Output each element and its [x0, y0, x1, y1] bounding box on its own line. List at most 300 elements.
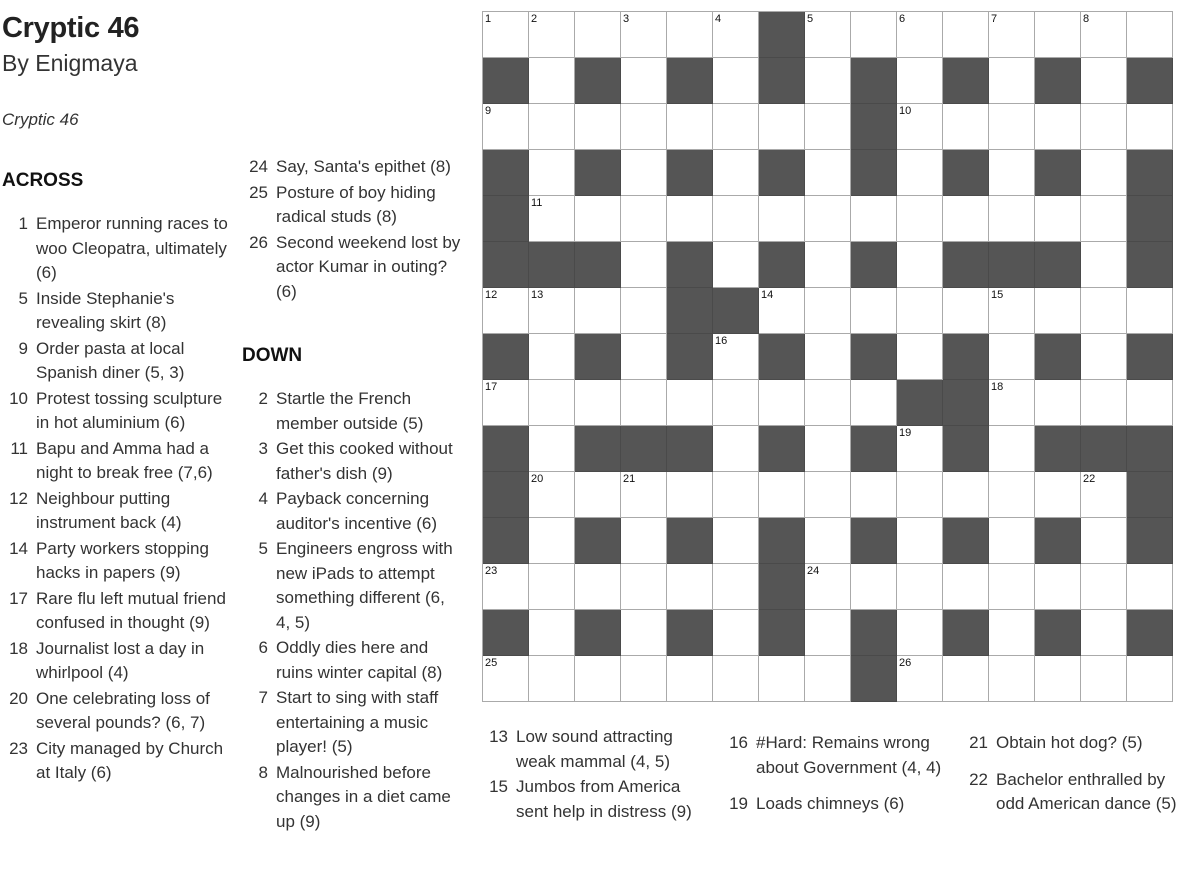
grid-cell[interactable] — [943, 104, 989, 150]
clue-across-12[interactable] — [0, 487, 232, 536]
clue-number: 16 — [729, 733, 748, 752]
clue-text: Rare flu left mutual friend confused in thought (9) — [36, 588, 226, 632]
clue-across-25[interactable] — [240, 181, 462, 230]
clue-text: Journalist lost a day in whirlpool (4) — [36, 638, 205, 682]
grid-cell[interactable] — [621, 58, 667, 104]
grid-cell[interactable] — [1035, 12, 1081, 58]
puzzle-title: Cryptic 46 — [2, 12, 140, 44]
grid-cell[interactable] — [989, 380, 1035, 426]
grid-block-cell — [1035, 334, 1081, 380]
grid-cell[interactable] — [805, 518, 851, 564]
clue-across-24[interactable] — [240, 155, 462, 180]
clue-down-21[interactable] — [960, 731, 1195, 756]
clue-across-14[interactable] — [0, 537, 232, 586]
grid-cell[interactable] — [989, 150, 1035, 196]
clue-text: Order pasta at local Spanish diner (5, 3) — [36, 338, 185, 382]
grid-cell[interactable] — [1035, 656, 1081, 702]
grid-block-cell — [759, 564, 805, 610]
clue-text: Second weekend lost by actor Kumar in outing? (6) — [276, 232, 461, 301]
grid-cell[interactable] — [667, 196, 713, 242]
cell-number: 23 — [485, 565, 498, 577]
cell-number: 9 — [485, 105, 492, 117]
cell-number: 3 — [623, 13, 630, 25]
grid-cell[interactable] — [575, 288, 621, 334]
grid-block-cell — [667, 426, 713, 472]
grid-block-cell — [667, 334, 713, 380]
grid-cell[interactable] — [483, 12, 529, 58]
clue-number: 13 — [489, 727, 508, 746]
cell-number: 26 — [899, 657, 912, 669]
grid-block-cell — [713, 288, 759, 334]
grid-cell[interactable] — [1127, 564, 1173, 610]
grid-cell[interactable] — [851, 196, 897, 242]
grid-cell[interactable] — [667, 564, 713, 610]
grid-block-cell — [483, 472, 529, 518]
grid-cell[interactable] — [805, 334, 851, 380]
grid-block-cell — [851, 518, 897, 564]
grid-cell[interactable] — [621, 12, 667, 58]
grid-cell[interactable] — [529, 150, 575, 196]
clue-text: Start to sing with staff entertaining a music player! (5) — [276, 688, 439, 756]
clue-down-3[interactable] — [240, 437, 462, 486]
cell-number: 13 — [531, 289, 544, 301]
grid-block-cell — [483, 518, 529, 564]
clue-number: 19 — [729, 794, 748, 813]
grid-block-cell — [851, 610, 897, 656]
grid-block-cell — [483, 196, 529, 242]
grid-block-cell — [575, 150, 621, 196]
grid-cell[interactable] — [759, 656, 805, 702]
grid-cell[interactable] — [851, 472, 897, 518]
grid-cell[interactable] — [483, 656, 529, 702]
grid-cell[interactable] — [713, 12, 759, 58]
grid-block-cell — [943, 334, 989, 380]
grid-block-cell — [851, 426, 897, 472]
grid-block-cell — [667, 610, 713, 656]
clue-across-26[interactable] — [240, 231, 462, 305]
grid-cell[interactable] — [667, 104, 713, 150]
clue-text: Say, Santa's epithet (8) — [276, 157, 451, 176]
down-clues-col4 — [960, 731, 1195, 818]
grid-cell[interactable] — [529, 656, 575, 702]
grid-cell[interactable] — [897, 58, 943, 104]
grid-cell[interactable] — [575, 472, 621, 518]
grid-block-cell — [943, 426, 989, 472]
grid-block-cell — [759, 12, 805, 58]
grid-cell[interactable] — [805, 380, 851, 426]
down-heading: DOWN — [242, 345, 303, 366]
clue-down-22[interactable] — [960, 768, 1195, 817]
cell-number: 15 — [991, 289, 1004, 301]
grid-cell[interactable] — [759, 196, 805, 242]
clue-number: 14 — [9, 538, 28, 558]
cell-number: 14 — [761, 289, 774, 301]
clue-number: 24 — [249, 157, 268, 176]
grid-cell[interactable] — [1081, 12, 1127, 58]
grid-cell[interactable] — [713, 104, 759, 150]
grid-cell[interactable] — [713, 564, 759, 610]
grid-block-cell — [943, 610, 989, 656]
grid-block-cell — [1035, 242, 1081, 288]
grid-block-cell — [943, 242, 989, 288]
grid-cell[interactable] — [713, 610, 759, 656]
clue-text: Emperor running races to woo Cleopatra, ultimately (6) — [36, 214, 228, 282]
grid-cell[interactable] — [529, 58, 575, 104]
grid-cell[interactable] — [575, 656, 621, 702]
clue-text: Party workers stopping hacks in papers (9) — [36, 538, 209, 582]
grid-block-cell — [989, 242, 1035, 288]
grid-cell[interactable] — [529, 334, 575, 380]
grid-cell[interactable] — [943, 196, 989, 242]
grid-cell[interactable] — [989, 334, 1035, 380]
cell-number: 12 — [485, 289, 498, 301]
clue-across-23[interactable] — [0, 737, 232, 786]
clue-number: 9 — [18, 338, 28, 358]
grid-block-cell — [667, 58, 713, 104]
grid-cell[interactable] — [1081, 380, 1127, 426]
grid-block-cell — [1035, 58, 1081, 104]
grid-cell[interactable] — [713, 472, 759, 518]
grid-cell[interactable] — [621, 472, 667, 518]
clue-down-13[interactable] — [480, 725, 715, 774]
grid-cell[interactable] — [575, 196, 621, 242]
clue-across-20[interactable] — [0, 687, 232, 736]
grid-cell[interactable] — [989, 288, 1035, 334]
grid-cell[interactable] — [1081, 242, 1127, 288]
grid-cell[interactable] — [713, 58, 759, 104]
grid-block-cell — [667, 288, 713, 334]
grid-cell[interactable] — [713, 242, 759, 288]
clue-text: City managed by Church at Italy (6) — [36, 738, 224, 782]
grid-block-cell — [943, 518, 989, 564]
clue-text: Malnourished before changes in a diet came up (9) — [276, 762, 451, 831]
clue-number: 10 — [9, 388, 28, 408]
grid-block-cell — [1127, 472, 1173, 518]
grid-cell[interactable] — [943, 656, 989, 702]
grid-cell[interactable] — [713, 656, 759, 702]
grid-cell[interactable] — [1081, 472, 1127, 518]
grid-cell[interactable] — [529, 610, 575, 656]
grid-block-cell — [1127, 518, 1173, 564]
grid-cell[interactable] — [621, 104, 667, 150]
cell-number: 6 — [899, 13, 906, 25]
grid-cell[interactable] — [1127, 104, 1173, 150]
grid-cell[interactable] — [575, 12, 621, 58]
clue-number: 12 — [9, 488, 28, 508]
grid-block-cell — [851, 656, 897, 702]
grid-cell[interactable] — [1081, 288, 1127, 334]
grid-cell[interactable] — [1035, 288, 1081, 334]
grid-cell[interactable] — [621, 656, 667, 702]
grid-cell[interactable] — [897, 242, 943, 288]
grid-cell[interactable] — [713, 334, 759, 380]
clue-number: 5 — [258, 539, 268, 558]
clue-down-6[interactable] — [240, 636, 462, 685]
grid-cell[interactable] — [805, 12, 851, 58]
cell-number: 20 — [531, 473, 544, 485]
grid-cell[interactable] — [1035, 564, 1081, 610]
cell-number: 22 — [1083, 473, 1096, 485]
grid-cell[interactable] — [897, 472, 943, 518]
grid-block-cell — [483, 610, 529, 656]
grid-cell[interactable] — [621, 242, 667, 288]
grid-cell[interactable] — [529, 518, 575, 564]
grid-cell[interactable] — [483, 380, 529, 426]
grid-cell[interactable] — [805, 610, 851, 656]
grid-block-cell — [943, 58, 989, 104]
clue-down-4[interactable] — [240, 487, 462, 536]
grid-block-cell — [483, 150, 529, 196]
grid-cell[interactable] — [1035, 196, 1081, 242]
grid-block-cell — [575, 58, 621, 104]
grid-cell[interactable] — [529, 564, 575, 610]
clue-text: Protest tossing sculpture in hot aluminium (6) — [36, 388, 223, 432]
grid-cell[interactable] — [483, 288, 529, 334]
grid-cell[interactable] — [1127, 288, 1173, 334]
grid-cell[interactable] — [989, 472, 1035, 518]
grid-cell[interactable] — [989, 564, 1035, 610]
clue-down-15[interactable] — [480, 775, 715, 824]
grid-cell[interactable] — [529, 12, 575, 58]
grid-cell[interactable] — [989, 518, 1035, 564]
grid-cell[interactable] — [529, 196, 575, 242]
clue-across-17[interactable] — [0, 587, 232, 636]
clue-text: Startle the French member outside (5) — [276, 389, 424, 433]
clue-text: Payback concerning auditor's incentive (6) — [276, 489, 438, 533]
grid-block-cell — [1035, 426, 1081, 472]
grid-cell[interactable] — [1081, 58, 1127, 104]
grid-cell[interactable] — [759, 472, 805, 518]
grid-block-cell — [943, 380, 989, 426]
grid-cell[interactable] — [805, 472, 851, 518]
grid-cell[interactable] — [989, 58, 1035, 104]
across-clues-col1 — [0, 212, 232, 787]
grid-cell[interactable] — [897, 12, 943, 58]
clue-text: Obtain hot dog? (5) — [996, 733, 1143, 752]
cell-number: 16 — [715, 335, 728, 347]
grid-cell[interactable] — [897, 334, 943, 380]
grid-cell[interactable] — [1035, 380, 1081, 426]
grid-cell[interactable] — [621, 288, 667, 334]
grid-cell[interactable] — [667, 472, 713, 518]
grid-cell[interactable] — [805, 196, 851, 242]
grid-cell[interactable] — [759, 380, 805, 426]
across-clues-col2 — [240, 155, 462, 305]
grid-cell[interactable] — [943, 472, 989, 518]
grid-cell[interactable] — [529, 288, 575, 334]
grid-cell[interactable] — [897, 104, 943, 150]
clue-text: Low sound attracting weak mammal (4, 5) — [516, 727, 673, 771]
grid-cell[interactable] — [1081, 518, 1127, 564]
grid-cell[interactable] — [851, 288, 897, 334]
clue-number: 11 — [10, 438, 28, 458]
grid-block-cell — [943, 150, 989, 196]
grid-cell[interactable] — [621, 334, 667, 380]
grid-cell[interactable] — [851, 12, 897, 58]
cell-number: 17 — [485, 381, 498, 393]
grid-cell[interactable] — [483, 104, 529, 150]
grid-cell[interactable] — [851, 380, 897, 426]
grid-cell[interactable] — [1035, 104, 1081, 150]
clue-across-11[interactable] — [0, 437, 232, 486]
grid-cell[interactable] — [759, 288, 805, 334]
grid-cell[interactable] — [1081, 150, 1127, 196]
grid-cell[interactable] — [1081, 656, 1127, 702]
clue-across-1[interactable] — [0, 212, 232, 286]
grid-block-cell — [575, 610, 621, 656]
clue-across-18[interactable] — [0, 637, 232, 686]
grid-cell[interactable] — [1127, 12, 1173, 58]
cell-number: 4 — [715, 13, 722, 25]
clue-down-19[interactable] — [720, 792, 955, 817]
grid-cell[interactable] — [759, 104, 805, 150]
grid-cell[interactable] — [529, 104, 575, 150]
grid-block-cell — [1127, 58, 1173, 104]
grid-cell[interactable] — [575, 564, 621, 610]
grid-cell[interactable] — [897, 610, 943, 656]
grid-cell[interactable] — [483, 564, 529, 610]
grid-cell[interactable] — [1127, 380, 1173, 426]
grid-cell[interactable] — [713, 518, 759, 564]
clue-text: Neighbour putting instrument back (4) — [36, 488, 182, 532]
cell-number: 18 — [991, 381, 1004, 393]
grid-cell[interactable] — [1081, 334, 1127, 380]
grid-block-cell — [529, 242, 575, 288]
grid-cell[interactable] — [805, 564, 851, 610]
grid-cell[interactable] — [805, 104, 851, 150]
grid-block-cell — [667, 518, 713, 564]
grid-cell[interactable] — [575, 380, 621, 426]
grid-cell[interactable] — [713, 426, 759, 472]
clue-number: 21 — [969, 733, 988, 752]
grid-block-cell — [851, 58, 897, 104]
grid-cell[interactable] — [805, 426, 851, 472]
clue-text: #Hard: Remains wrong about Government (4, 4) — [756, 733, 942, 777]
grid-block-cell — [575, 426, 621, 472]
grid-block-cell — [759, 334, 805, 380]
cell-number: 19 — [899, 427, 912, 439]
grid-cell[interactable] — [897, 518, 943, 564]
clue-number: 22 — [969, 769, 988, 789]
puzzle-subtitle: Cryptic 46 — [2, 110, 79, 129]
grid-block-cell — [1035, 150, 1081, 196]
grid-cell[interactable] — [897, 564, 943, 610]
grid-cell[interactable] — [575, 104, 621, 150]
grid-cell[interactable] — [1081, 610, 1127, 656]
grid-cell[interactable] — [621, 150, 667, 196]
grid-block-cell — [759, 150, 805, 196]
grid-block-cell — [1035, 610, 1081, 656]
grid-cell[interactable] — [1081, 104, 1127, 150]
grid-cell[interactable] — [1081, 196, 1127, 242]
grid-cell[interactable] — [989, 656, 1035, 702]
grid-cell[interactable] — [621, 196, 667, 242]
grid-cell[interactable] — [805, 242, 851, 288]
grid-cell[interactable] — [667, 380, 713, 426]
across-heading: ACROSS — [2, 170, 84, 191]
clue-down-7[interactable] — [240, 686, 462, 760]
clue-number: 26 — [249, 232, 268, 252]
clue-text: Oddly dies here and ruins winter capital (8) — [276, 638, 443, 682]
grid-cell[interactable] — [529, 472, 575, 518]
grid-cell[interactable] — [943, 12, 989, 58]
grid-cell[interactable] — [989, 196, 1035, 242]
grid-cell[interactable] — [1035, 472, 1081, 518]
grid-cell[interactable] — [621, 518, 667, 564]
grid-cell[interactable] — [897, 288, 943, 334]
grid-cell[interactable] — [621, 610, 667, 656]
grid-cell[interactable] — [713, 150, 759, 196]
grid-cell[interactable] — [897, 196, 943, 242]
grid-block-cell — [759, 518, 805, 564]
grid-cell[interactable] — [529, 426, 575, 472]
grid-cell[interactable] — [805, 656, 851, 702]
grid-cell[interactable] — [805, 288, 851, 334]
grid-cell[interactable] — [989, 12, 1035, 58]
grid-cell[interactable] — [1127, 656, 1173, 702]
clue-number: 3 — [258, 439, 268, 458]
cell-number: 21 — [623, 473, 636, 485]
grid-block-cell — [575, 518, 621, 564]
clue-down-2[interactable] — [240, 387, 462, 436]
clue-across-10[interactable] — [0, 387, 232, 436]
grid-block-cell — [1127, 426, 1173, 472]
cell-number: 24 — [807, 565, 820, 577]
grid-cell[interactable] — [989, 610, 1035, 656]
clue-text: Bachelor enthralled by odd American dance (5) — [996, 769, 1177, 813]
grid-block-cell — [667, 242, 713, 288]
clue-down-16[interactable] — [720, 731, 955, 780]
clue-number: 17 — [9, 588, 28, 608]
grid-cell[interactable] — [667, 12, 713, 58]
clue-down-8[interactable] — [240, 761, 462, 835]
clue-number: 5 — [18, 288, 28, 308]
clue-number: 8 — [258, 762, 268, 782]
grid-block-cell — [483, 242, 529, 288]
grid-cell[interactable] — [989, 426, 1035, 472]
grid-cell[interactable] — [897, 656, 943, 702]
grid-block-cell — [1127, 150, 1173, 196]
grid-cell[interactable] — [667, 656, 713, 702]
grid-cell[interactable] — [989, 104, 1035, 150]
grid-cell[interactable] — [897, 150, 943, 196]
clue-text: Loads chimneys (6) — [756, 794, 905, 813]
clue-text: Get this cooked without father's dish (9) — [276, 439, 453, 483]
grid-cell[interactable] — [1081, 564, 1127, 610]
clue-across-5[interactable] — [0, 287, 232, 336]
grid-cell[interactable] — [621, 380, 667, 426]
grid-cell[interactable] — [943, 288, 989, 334]
grid-block-cell — [851, 334, 897, 380]
grid-block-cell — [759, 426, 805, 472]
grid-block-cell — [759, 58, 805, 104]
clue-across-9[interactable] — [0, 337, 232, 386]
grid-cell[interactable] — [943, 564, 989, 610]
cell-number: 7 — [991, 13, 998, 25]
clue-down-5[interactable] — [240, 537, 462, 635]
grid-block-cell — [483, 58, 529, 104]
down-clues-col2 — [480, 725, 715, 825]
grid-cell[interactable] — [713, 380, 759, 426]
down-clues-col1 — [240, 387, 462, 835]
grid-cell[interactable] — [805, 58, 851, 104]
grid-cell[interactable] — [805, 150, 851, 196]
grid-cell[interactable] — [851, 564, 897, 610]
grid-cell[interactable] — [897, 426, 943, 472]
grid-cell[interactable] — [529, 380, 575, 426]
grid-cell[interactable] — [713, 196, 759, 242]
grid-cell[interactable] — [621, 564, 667, 610]
